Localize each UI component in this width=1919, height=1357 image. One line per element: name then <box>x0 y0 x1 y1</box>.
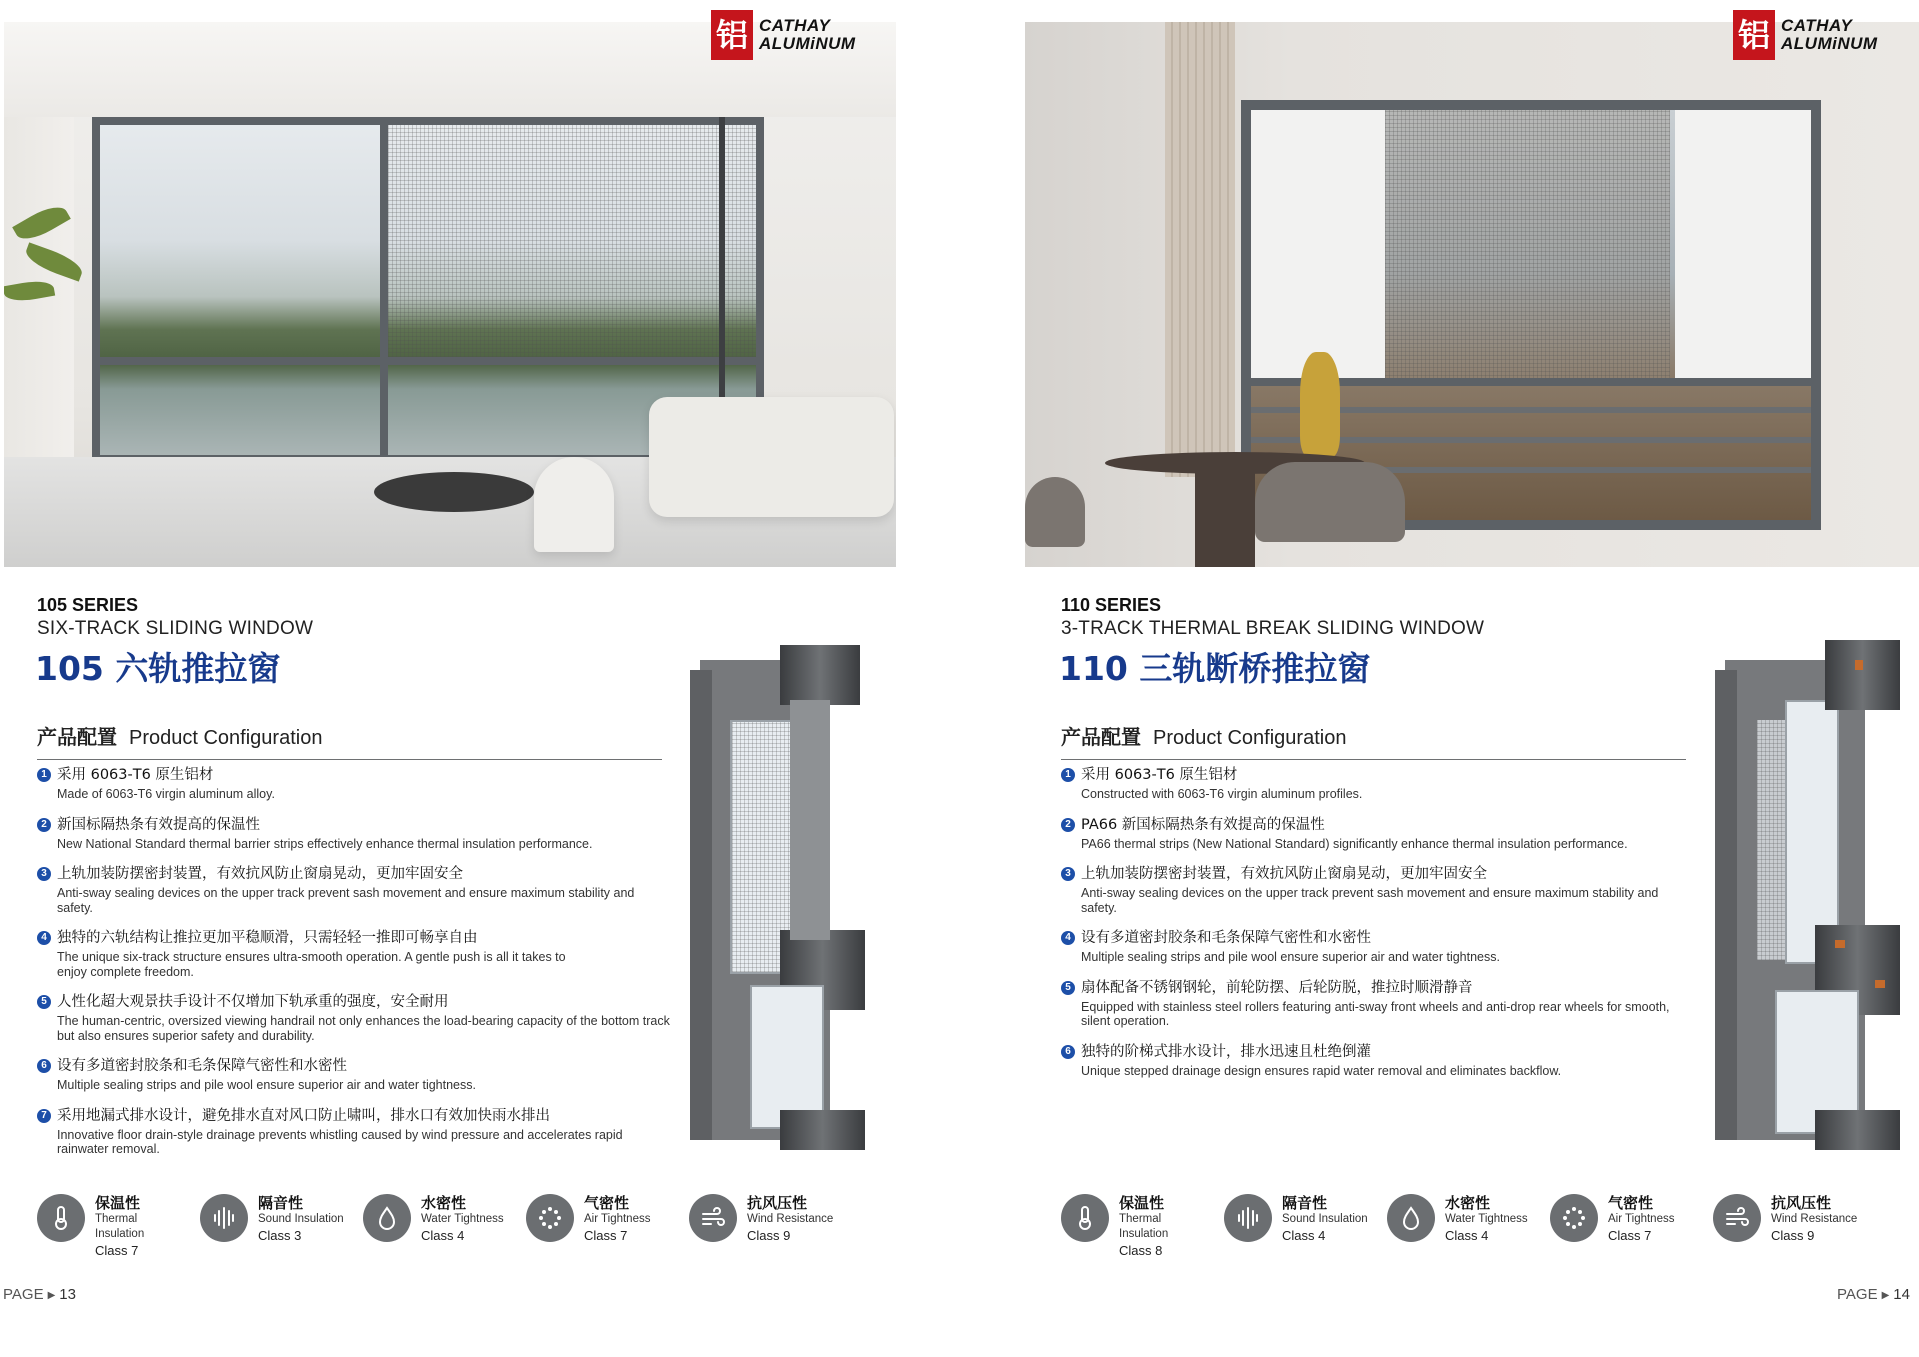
series-label: 110 SERIES <box>1061 595 1162 615</box>
feature-item: 4 独特的六轨结构让推拉更加平稳顺滑，只需轻轻一推即可畅享自由 The unique six-track structure ensures ultra-smooth operation. A gentle push is all it takes to enjoy complete freedom. <box>37 929 672 979</box>
logo-mark: 铝 <box>1733 10 1775 60</box>
window-profile-illustration <box>1715 640 1900 1150</box>
brand-name-line1: CATHAY <box>1781 16 1853 35</box>
stat-air-tightness: 气密性 Air Tightness Class 7 <box>1550 1194 1700 1259</box>
product-subtitle: 3-TRACK THERMAL BREAK SLIDING WINDOW <box>1061 618 1485 639</box>
feature-item: 3 上轨加装防摆密封装置，有效抗风防止窗扇晃动，更加牢固安全 Anti-sway sealing devices on the upper track prevent sash movement and ensure maximum stability and safety. <box>1061 865 1696 915</box>
page-number: PAGE ▶ 14 <box>1837 1286 1910 1303</box>
triangle-right-icon: ▶ <box>1881 1289 1890 1301</box>
sound-wave-icon <box>1224 1194 1272 1242</box>
feature-item: 1 采用 6063-T6 原生铝材 Made of 6063-T6 virgin aluminum alloy. <box>37 766 672 802</box>
product-subtitle: SIX-TRACK SLIDING WINDOW <box>37 618 314 639</box>
thermometer-icon <box>1061 1194 1109 1242</box>
water-drop-icon <box>1387 1194 1435 1242</box>
stat-wind-resistance: 抗风压性 Wind Resistance Class 9 <box>689 1194 839 1259</box>
stat-air-tightness: 气密性 Air Tightness Class 7 <box>526 1194 676 1259</box>
feature-item: 6 设有多道密封胶条和毛条保障气密性和水密性 Multiple sealing strips and pile wool ensure superior air and water tightness. <box>37 1057 672 1093</box>
feature-list <box>37 766 672 1171</box>
catalog-page-right <box>1025 0 1919 1357</box>
page-number: PAGE ▶ 13 <box>3 1286 76 1303</box>
window-profile-illustration <box>690 640 865 1150</box>
feature-item: 2 PA66 新国标隔热条有效提高的保温性 PA66 thermal strips (New National Standard) significantly enhance thermal insulation performance. <box>1061 816 1696 852</box>
config-heading: 产品配置 Product Configuration <box>1061 721 1686 760</box>
hero-photo-dining-room <box>1025 22 1919 567</box>
brand-name-line1: CATHAY <box>759 16 831 35</box>
stat-sound-insulation: 隔音性 Sound Insulation Class 4 <box>1224 1194 1374 1259</box>
feature-item: 3 上轨加装防摆密封装置，有效抗风防止窗扇晃动，更加牢固安全 Anti-sway sealing devices on the upper track prevent sash movement and ensure maximum stability and safety. <box>37 865 672 915</box>
performance-stats <box>1061 1194 1863 1259</box>
feature-item: 7 采用地漏式排水设计，避免排水直对风口防止啸叫，排水口有效加快雨水排出 Innovative floor drain-style drainage prevents whistling caused by wind pressure and accelerates rapid rainwater removal. <box>37 1107 672 1157</box>
stat-sound-insulation: 隔音性 Sound Insulation Class 3 <box>200 1194 350 1259</box>
feature-item: 5 扇体配备不锈钢钢轮，前轮防摆、后轮防脱，推拉时顺滑静音 Equipped with stainless steel rollers featuring anti-sway front wheels and anti-drop rear wheels for smooth, silent operation. <box>1061 979 1696 1029</box>
feature-item: 2 新国标隔热条有效提高的保温性 New National Standard thermal barrier strips effectively enhance thermal insulation performance. <box>37 816 672 852</box>
brand-name-line2: ALUMiNUM <box>759 34 856 53</box>
air-dots-icon <box>526 1194 574 1242</box>
product-title-cn: 105 六轨推拉窗 <box>35 649 281 688</box>
triangle-right-icon: ▶ <box>47 1289 56 1301</box>
stat-thermal-insulation: 保温性 Thermal Insulation Class 8 <box>1061 1194 1211 1259</box>
feature-item: 6 独特的阶梯式排水设计，排水迅速且杜绝倒灌 Unique stepped drainage design ensures rapid water removal and eliminates backflow. <box>1061 1043 1696 1079</box>
sound-wave-icon <box>200 1194 248 1242</box>
brand-logo <box>711 10 856 60</box>
stat-water-tightness: 水密性 Water Tightness Class 4 <box>1387 1194 1537 1259</box>
series-label: 105 SERIES <box>37 595 139 615</box>
stat-wind-resistance: 抗风压性 Wind Resistance Class 9 <box>1713 1194 1863 1259</box>
config-heading: 产品配置 Product Configuration <box>37 721 662 760</box>
water-drop-icon <box>363 1194 411 1242</box>
stat-water-tightness: 水密性 Water Tightness Class 4 <box>363 1194 513 1259</box>
product-title-cn: 110 三轨断桥推拉窗 <box>1059 649 1371 688</box>
thermometer-icon <box>37 1194 85 1242</box>
feature-list <box>1061 766 1696 1092</box>
wind-icon <box>689 1194 737 1242</box>
feature-item: 4 设有多道密封胶条和毛条保障气密性和水密性 Multiple sealing strips and pile wool ensure superior air and water tightness. <box>1061 929 1696 965</box>
hero-photo-living-room <box>4 22 896 567</box>
performance-stats <box>37 1194 839 1259</box>
feature-item: 1 采用 6063-T6 原生铝材 Constructed with 6063-T6 virgin aluminum profiles. <box>1061 766 1696 802</box>
brand-logo <box>1733 10 1878 60</box>
stat-thermal-insulation: 保温性 Thermal Insulation Class 7 <box>37 1194 187 1259</box>
brand-name-line2: ALUMiNUM <box>1781 34 1878 53</box>
air-dots-icon <box>1550 1194 1598 1242</box>
logo-mark: 铝 <box>711 10 753 60</box>
wind-icon <box>1713 1194 1761 1242</box>
feature-item: 5 人性化超大观景扶手设计不仅增加下轨承重的强度，安全耐用 The human-centric, oversized viewing handrail not only enhances the load-bearing capacity of the bottom track but also ensures superior safety and durability. <box>37 993 672 1043</box>
